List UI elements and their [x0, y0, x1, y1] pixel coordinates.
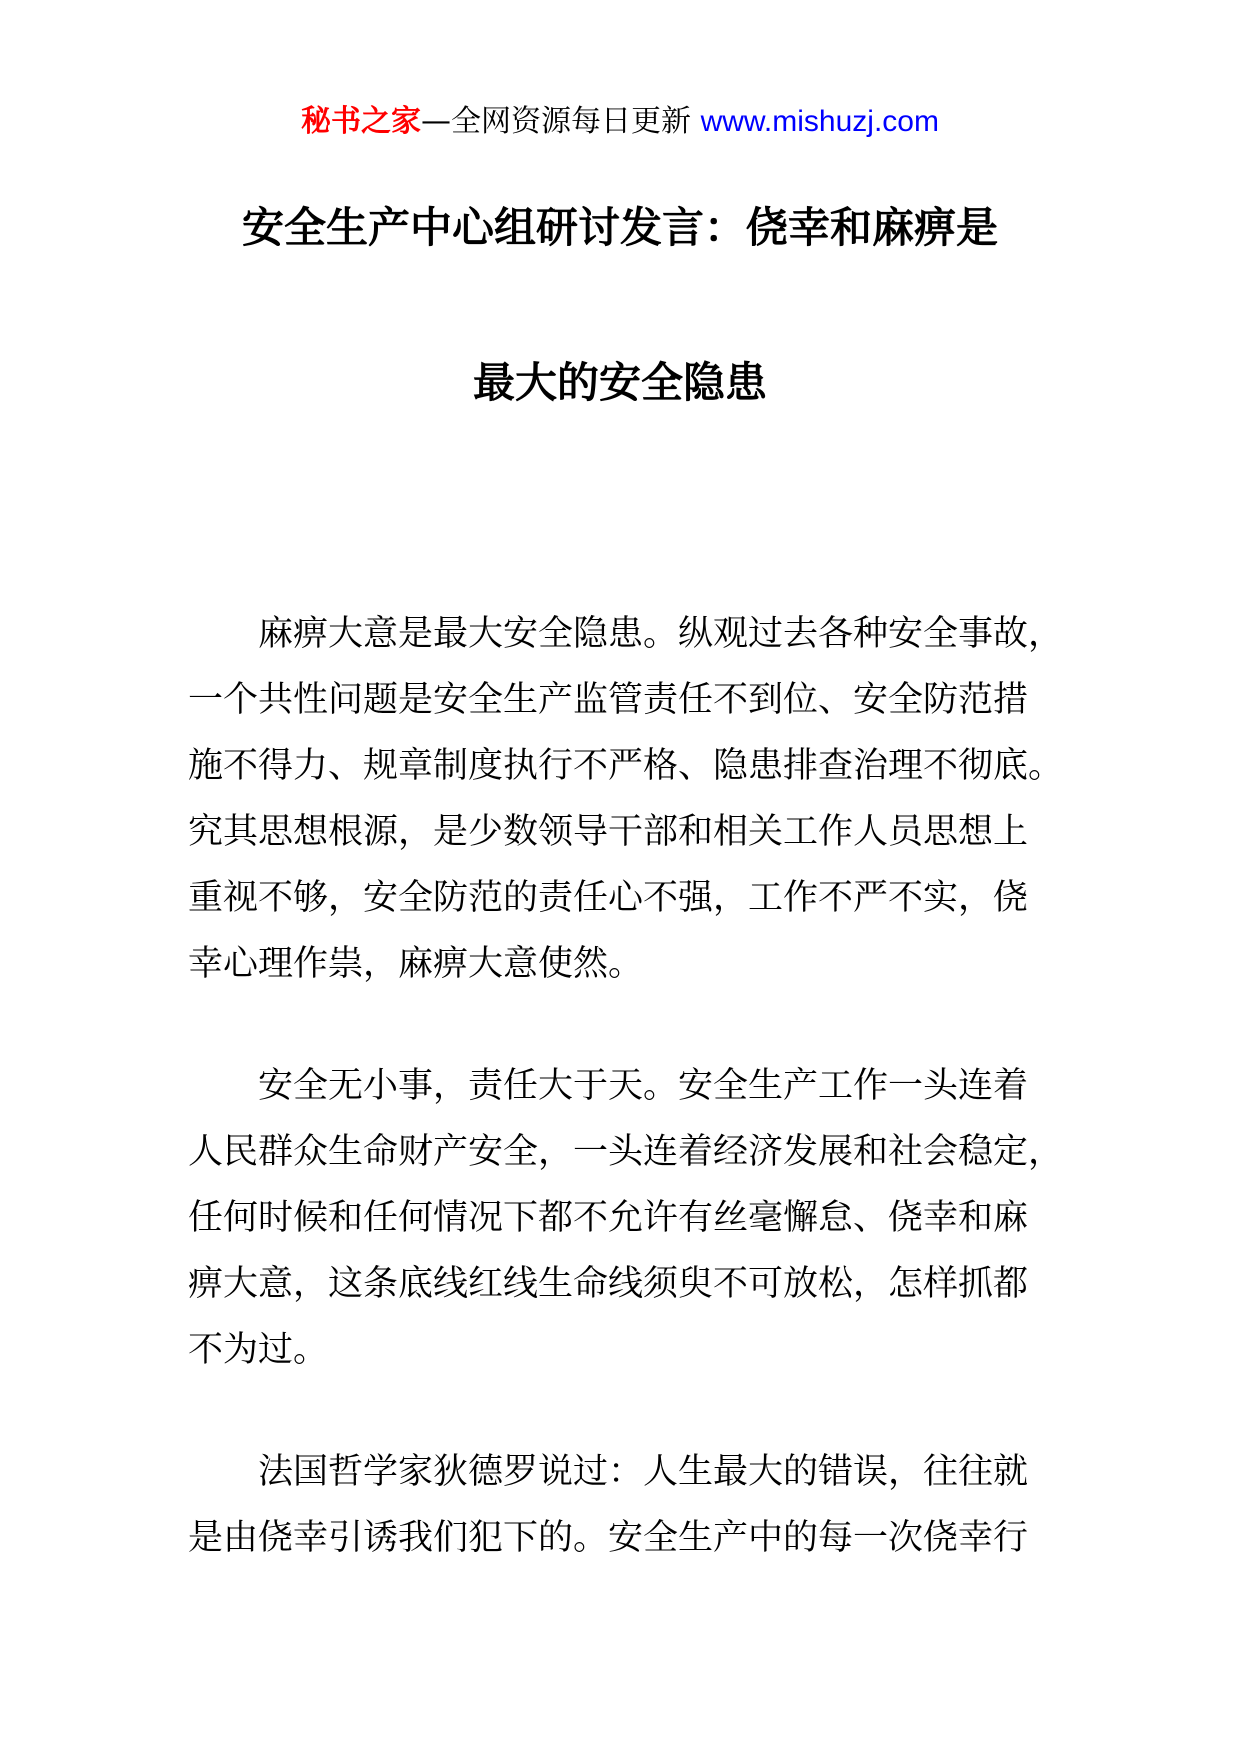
paragraph-line: 麻痹大意是最大安全隐患。纵观过去各种安全事故，	[258, 614, 1064, 654]
paragraph-line: 安全无小事，责任大于天。安全生产工作一头连着	[258, 1066, 1029, 1106]
site-header	[0, 102, 1240, 142]
paragraph-2	[188, 1053, 1088, 1383]
paragraph-line: 痹大意，这条底线红线生命线须臾不可放松，怎样抓都	[188, 1264, 1029, 1304]
document-title-line-2: 最大的安全隐患	[472, 358, 767, 407]
paragraph-line: 幸心理作祟，麻痹大意使然。	[188, 944, 644, 984]
paragraph-line: 任何时候和任何情况下都不允许有丝毫懈怠、侥幸和麻	[188, 1198, 1029, 1238]
site-slogan: —全网资源每日更新	[421, 104, 701, 139]
paragraph-line: 不为过。	[188, 1330, 329, 1370]
paragraph-line: 人民群众生命财产安全，一头连着经济发展和社会稳定，	[188, 1132, 1064, 1172]
paragraph-line: 是由侥幸引诱我们犯下的。安全生产中的每一次侥幸行	[188, 1518, 1029, 1558]
paragraph-line: 法国哲学家狄德罗说过：人生最大的错误，往往就	[258, 1452, 1029, 1492]
document-title-line-1: 安全生产中心组研讨发言：侥幸和麻痹是	[241, 203, 998, 252]
paragraph-1	[188, 601, 1088, 997]
site-brand: 秘书之家	[301, 104, 422, 139]
paragraph-3	[188, 1439, 1088, 1571]
paragraph-line: 施不得力、规章制度执行不严格、隐患排查治理不彻底。	[188, 746, 1064, 786]
site-url-link[interactable]: www.mishuzj.com	[700, 105, 939, 138]
paragraph-line: 重视不够，安全防范的责任心不强，工作不严不实，侥	[188, 878, 1029, 918]
paragraph-line: 究其思想根源，是少数领导干部和相关工作人员思想上	[188, 812, 1029, 852]
paragraph-line: 一个共性问题是安全生产监管责任不到位、安全防范措	[188, 680, 1029, 720]
